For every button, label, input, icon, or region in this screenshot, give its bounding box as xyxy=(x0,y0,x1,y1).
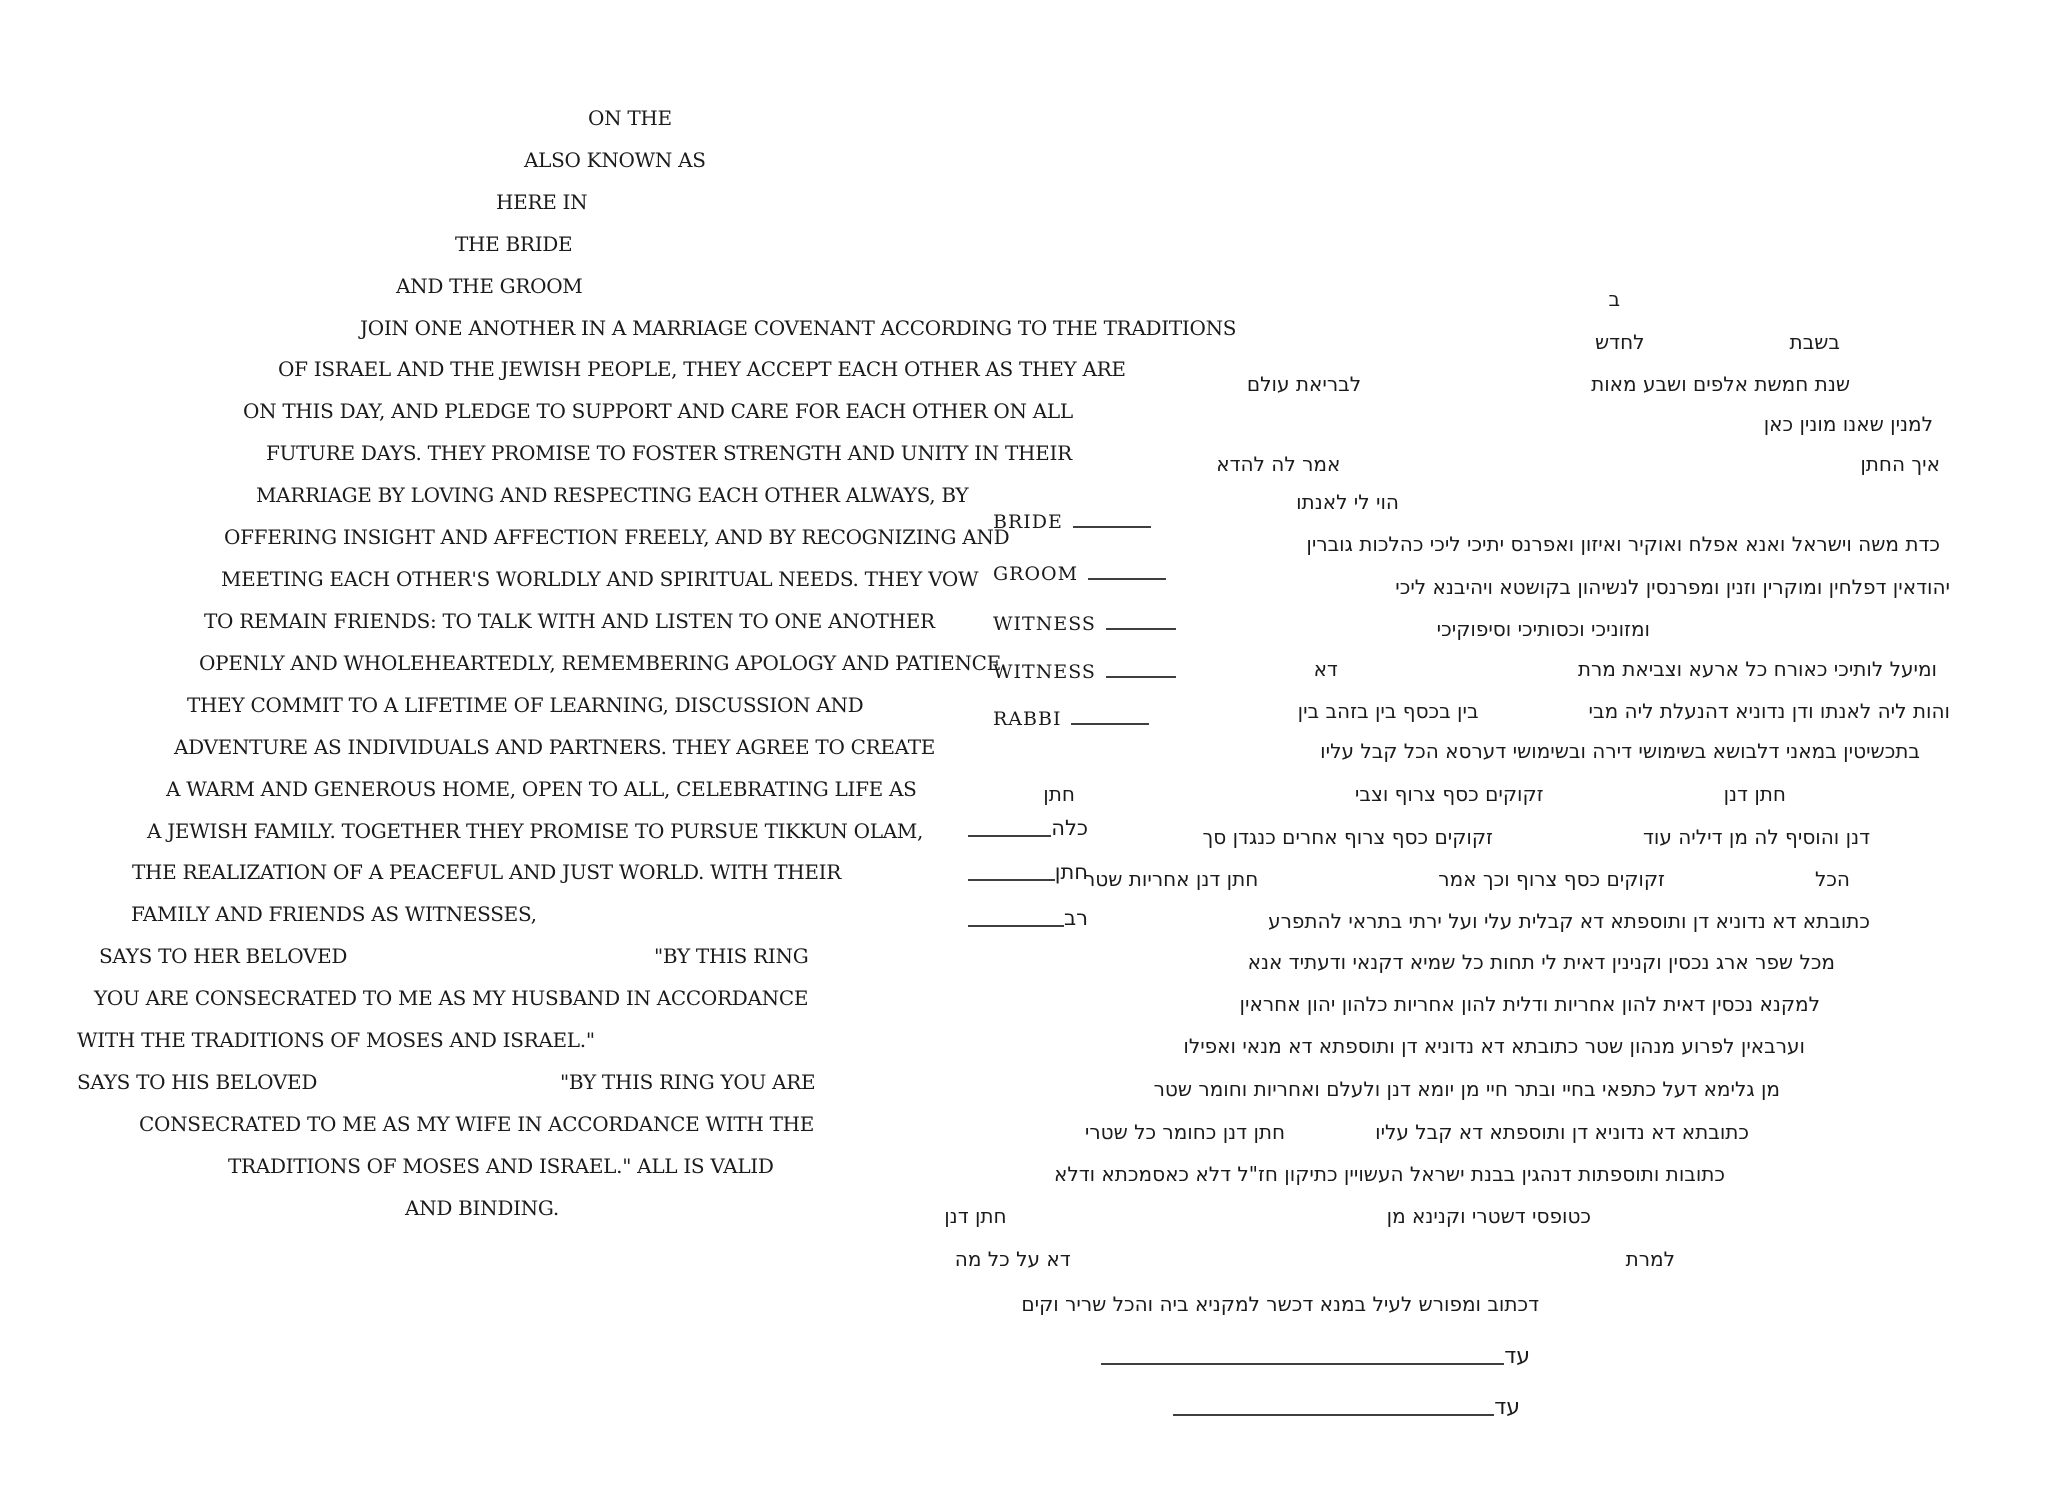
hebrew-text-segment: כטופסי דשטרי וקנינא מן xyxy=(1386,1204,1591,1228)
signature-blank-line xyxy=(1088,564,1166,580)
english-line: FAMILY AND FRIENDS AS WITNESSES, xyxy=(131,902,537,926)
english-line: HERE IN xyxy=(496,190,588,214)
field-label: WITNESS xyxy=(993,613,1096,635)
hebrew-text-segment: חתן דנן xyxy=(1723,782,1786,806)
hebrew-text-segment: וערבאין לפרוע מנהון שטר כתובתא דא נדוניא דן ותוספתא דא מנאי ואפילו xyxy=(1183,1034,1805,1058)
signature-blank-line xyxy=(968,877,1055,881)
hebrew-text-segment: יהודאין דפלחין ומוקרין וזנין ומפרנסין לנשיהון בקושטא ויהיבנא ליכי xyxy=(1395,575,1950,599)
english-line-segment: "BY THIS RING YOU ARE xyxy=(560,1070,816,1094)
hebrew-text-segment: זקוקים כסף צרוף אחרים כנגדן סך xyxy=(1202,825,1493,849)
hebrew-line xyxy=(1320,739,1920,763)
english-line-segment: SAYS TO HER BELOVED xyxy=(99,944,348,968)
hebrew-text-segment: מן גלימא דעל כתפאי בחיי ובתר חיי מן יומא דנן ולעלם ואחריות וחומר שטר xyxy=(1153,1077,1780,1101)
hebrew-line xyxy=(1084,867,1850,891)
english-line: THE BRIDE xyxy=(455,232,573,256)
fill-in-gap xyxy=(1479,717,1589,718)
hebrew-line xyxy=(1183,1034,1805,1058)
hebrew-line xyxy=(944,1204,1591,1228)
english-line: ADVENTURE AS INDIVIDUALS AND PARTNERS. THEY AGREE TO CREATE xyxy=(174,735,936,759)
hebrew-line xyxy=(955,1247,1675,1271)
hebrew-text-segment: בין בכסף בין בזהב בין xyxy=(1297,699,1479,723)
field-label: RABBI xyxy=(993,708,1062,730)
hebrew-line xyxy=(1154,1077,1780,1101)
hebrew-text-segment: חתן דנן xyxy=(944,1204,1007,1228)
hebrew-line xyxy=(1085,1120,1749,1144)
english-line: MEETING EACH OTHER'S WORLDLY AND SPIRITUAL NEEDS. THEY VOW xyxy=(221,567,979,591)
hebrew-text-segment: הכל xyxy=(1814,867,1850,891)
signature-blank-line xyxy=(968,923,1064,927)
field-label: GROOM xyxy=(993,563,1079,585)
hebrew-line xyxy=(1247,372,1850,396)
fill-in-gap xyxy=(1075,800,1355,801)
hebrew-line xyxy=(1216,452,1940,476)
english-line: OF ISRAEL AND THE JEWISH PEOPLE, THEY ACCEPT EACH OTHER AS THEY ARE xyxy=(278,357,1126,381)
english-line: TRADITIONS OF MOSES AND ISRAEL." ALL IS VALID xyxy=(228,1154,774,1178)
name-field-row xyxy=(993,511,1151,533)
english-line: AND BINDING. xyxy=(405,1196,559,1220)
english-line-segment: "BY THIS RING xyxy=(654,944,809,968)
hebrew-text-segment: למנין שאנו מונין כאן xyxy=(1763,412,1933,436)
hebrew-line xyxy=(1608,287,1620,311)
english-line: OPENLY AND WHOLEHEARTEDLY, REMEMBERING APOLOGY AND PATIENCE. xyxy=(199,651,1008,675)
english-line: THE REALIZATION OF A PEACEFUL AND JUST WORLD. WITH THEIR xyxy=(132,860,842,884)
signature-blank-line xyxy=(1071,709,1149,725)
hebrew-name-field-row xyxy=(960,906,1088,930)
hebrew-text-segment: דא xyxy=(1313,657,1338,681)
name-field-row xyxy=(993,563,1166,585)
hebrew-text-segment: אמר לה להדא xyxy=(1216,452,1341,476)
hebrew-line xyxy=(1437,617,1650,641)
english-line: AND THE GROOM xyxy=(396,274,583,298)
signature-blank-line xyxy=(1101,1361,1504,1365)
english-line: CONSECRATED TO ME AS MY WIFE IN ACCORDANCE WITH THE xyxy=(139,1112,815,1136)
hebrew-text-segment: בשבת xyxy=(1789,330,1840,354)
english-line: THEY COMMIT TO A LIFETIME OF LEARNING, DISCUSSION AND xyxy=(187,693,864,717)
english-line: FUTURE DAYS. THEY PROMISE TO FOSTER STRENGTH AND UNITY IN THEIR xyxy=(266,441,1072,465)
english-line: MARRIAGE BY LOVING AND RESPECTING EACH OTHER ALWAYS, BY xyxy=(256,483,969,507)
hebrew-text-segment: בתכשיטין במאני דלבושא בשימושי דירה ובשימושי דערסא הכל קבל עליו xyxy=(1320,739,1920,763)
signature-blank-line xyxy=(1106,614,1176,630)
hebrew-text-segment: כדת משה וישראל ואנא אפלח ואוקיר ואיזון ואפרנס יתיכי ליכי כהלכות גוברין xyxy=(1306,532,1940,556)
signature-blank-line xyxy=(1173,1412,1494,1416)
hebrew-text-segment: כתובות ותוספתות דנהגין בבנת ישראל העשויין כתיקון חז"ל דלא כאסמכתא ודלא xyxy=(1053,1162,1725,1186)
hebrew-text-segment: זקוקים כסף צרוף וצבי xyxy=(1354,782,1544,806)
hebrew-line xyxy=(1306,532,1940,556)
hebrew-field-label: כלה xyxy=(1051,816,1088,840)
hebrew-line xyxy=(1248,950,1835,974)
hebrew-line xyxy=(1595,330,1840,354)
fill-in-gap xyxy=(1258,885,1438,886)
hebrew-text-segment: כתובתא דא נדוניא דן ותוספתא דא קבלית עלי ועל ירתי בתראי להתפרע xyxy=(1268,909,1870,933)
fill-in-gap xyxy=(1493,843,1643,844)
hebrew-text-segment: דא על כל מה xyxy=(954,1247,1071,1271)
hebrew-line xyxy=(1240,992,1820,1016)
english-line: WITH THE TRADITIONS OF MOSES AND ISRAEL." xyxy=(77,1028,595,1052)
hebrew-text-segment: שנת חמשת אלפים ושבע מאות xyxy=(1591,372,1850,396)
fill-in-gap xyxy=(1340,470,1860,471)
english-line: JOIN ONE ANOTHER IN A MARRIAGE COVENANT ACCORDING TO THE TRADITIONS xyxy=(360,316,1237,340)
fill-in-gap xyxy=(1007,1222,1387,1223)
field-label: WITNESS xyxy=(993,661,1096,683)
witness-signature-row xyxy=(1167,1395,1520,1420)
hebrew-text-segment: ב xyxy=(1608,287,1620,311)
hebrew-line xyxy=(1298,699,1950,723)
english-line: ON THE xyxy=(588,106,672,130)
fill-in-gap xyxy=(1544,800,1724,801)
hebrew-field-label: רב xyxy=(1064,906,1088,930)
hebrew-text-segment: איך החתן xyxy=(1860,452,1940,476)
english-line: OFFERING INSIGHT AND AFFECTION FREELY, AND BY RECOGNIZING AND xyxy=(224,525,1010,549)
fill-in-gap xyxy=(1361,390,1591,391)
hebrew-text-segment: חתן xyxy=(1043,782,1075,806)
hebrew-text-segment: ומיעל לותיכי כאורח כל ארעא וצביאת מרת xyxy=(1577,657,1937,681)
signature-blank-line xyxy=(1106,662,1176,678)
hebrew-line xyxy=(1203,825,1870,849)
fill-in-gap xyxy=(1285,1138,1375,1139)
hebrew-text-segment: חתן דנן כחומר כל שטרי xyxy=(1084,1120,1286,1144)
hebrew-text-segment: למקנא נכסין דאית להון אחריות ודלית להון אחריות כלהון יהון אחראין xyxy=(1239,992,1820,1016)
witness-label: עד xyxy=(1504,1344,1530,1369)
hebrew-name-field-row xyxy=(960,816,1088,840)
hebrew-text-segment: דנן והוסיף לה מן דיליה עוד xyxy=(1642,825,1870,849)
hebrew-name-field-row xyxy=(960,860,1088,884)
hebrew-text-segment: מכל שפר ארג נכסין וקנינין דאית לי תחות כל שמיא דקנאי ודעתיד אנא xyxy=(1247,950,1835,974)
signature-blank-line xyxy=(968,833,1051,837)
english-line: YOU ARE CONSECRATED TO ME AS MY HUSBAND IN ACCORDANCE xyxy=(94,986,809,1010)
hebrew-line xyxy=(1054,1162,1725,1186)
hebrew-field-label: חתן xyxy=(1054,860,1088,884)
hebrew-line xyxy=(1296,490,1399,514)
hebrew-text-segment: חתן דנן אחריות שטר xyxy=(1083,867,1259,891)
name-field-row xyxy=(993,613,1176,635)
signature-blank-line xyxy=(1073,512,1151,528)
name-field-row xyxy=(993,708,1149,730)
english-line: A JEWISH FAMILY. TOGETHER THEY PROMISE TO PURSUE TIKKUN OLAM, xyxy=(147,819,924,843)
witness-signature-row xyxy=(1095,1344,1530,1369)
english-line: ALSO KNOWN AS xyxy=(524,148,706,172)
hebrew-line xyxy=(1314,657,1937,681)
hebrew-text-segment: דכתוב ומפורש לעיל במנא דכשר למקניא ביה והכל שריר וקים xyxy=(1021,1292,1539,1316)
hebrew-text-segment: למרת xyxy=(1625,1247,1675,1271)
hebrew-text-segment: הוי לי לאנתו xyxy=(1296,490,1399,514)
hebrew-line xyxy=(1764,412,1933,436)
witness-label: עד xyxy=(1494,1395,1520,1420)
fill-in-gap xyxy=(1665,885,1815,886)
name-field-row xyxy=(993,661,1176,683)
fill-in-gap xyxy=(1338,675,1578,676)
hebrew-text-segment: ומזוניכי וכסותיכי וסיפוקיכי xyxy=(1436,617,1650,641)
fill-in-gap xyxy=(1071,1265,1626,1266)
english-line: A WARM AND GENEROUS HOME, OPEN TO ALL, CELEBRATING LIFE AS xyxy=(166,777,917,801)
hebrew-text-segment: כתובתא דא נדוניא דן ותוספתא דא קבל עליו xyxy=(1375,1120,1749,1144)
field-label: BRIDE xyxy=(993,511,1063,533)
english-line: ON THIS DAY, AND PLEDGE TO SUPPORT AND CARE FOR EACH OTHER ON ALL xyxy=(243,399,1073,423)
english-line: TO REMAIN FRIENDS: TO TALK WITH AND LISTEN TO ONE ANOTHER xyxy=(204,609,935,633)
hebrew-line xyxy=(1268,909,1870,933)
hebrew-line xyxy=(1395,575,1950,599)
hebrew-line xyxy=(1043,782,1786,806)
hebrew-text-segment: לבריאת עולם xyxy=(1246,372,1362,396)
hebrew-line xyxy=(1021,1292,1539,1316)
english-line-segment: SAYS TO HIS BELOVED xyxy=(77,1070,318,1094)
fill-in-gap xyxy=(1645,348,1790,349)
hebrew-text-segment: זקוקים כסף צרוף וכך אמר xyxy=(1438,867,1665,891)
hebrew-text-segment: לחדש xyxy=(1595,330,1645,354)
hebrew-text-segment: והות ליה לאנתו ודן נדוניא דהנעלת ליה מבי xyxy=(1588,699,1950,723)
